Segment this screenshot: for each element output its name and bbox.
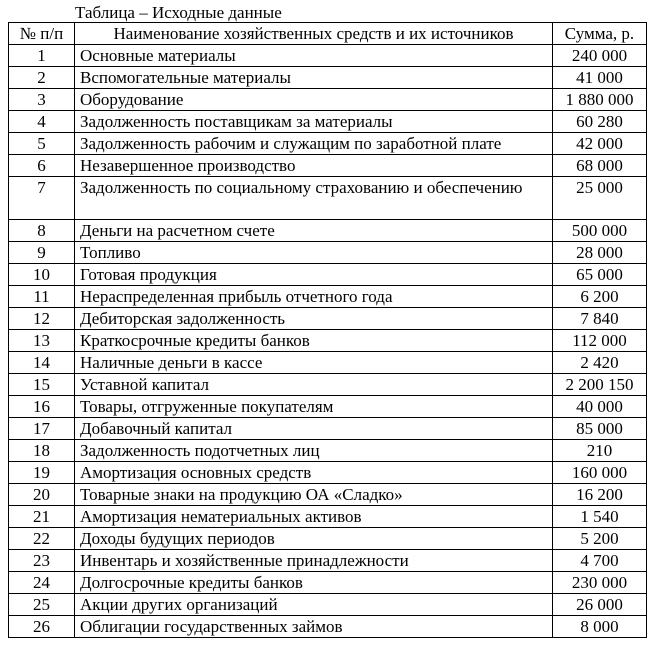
row-number: 24	[9, 572, 75, 594]
table-row	[9, 111, 647, 133]
row-sum: 2 200 150	[553, 374, 647, 396]
row-name: Краткосрочные кредиты банков	[75, 330, 553, 352]
table-body	[9, 45, 647, 638]
row-name: Вспомогательные материалы	[75, 67, 553, 89]
row-number: 10	[9, 264, 75, 286]
row-number: 25	[9, 594, 75, 616]
table-row	[9, 220, 647, 242]
table-row	[9, 308, 647, 330]
row-number: 3	[9, 89, 75, 111]
row-number: 13	[9, 330, 75, 352]
row-number: 26	[9, 616, 75, 638]
row-name: Товары, отгруженные покупателям	[75, 396, 553, 418]
row-sum: 6 200	[553, 286, 647, 308]
row-number: 19	[9, 462, 75, 484]
table-row	[9, 528, 647, 550]
row-sum: 16 200	[553, 484, 647, 506]
row-name: Задолженность рабочим и служащим по заработной плате	[75, 133, 553, 155]
row-number: 14	[9, 352, 75, 374]
row-sum: 68 000	[553, 155, 647, 177]
table-row	[9, 45, 647, 67]
row-name: Задолженность по социальному страхованию и обеспечению	[75, 177, 553, 220]
table-caption: Таблица – Исходные данные	[75, 3, 282, 22]
row-sum: 65 000	[553, 264, 647, 286]
table-row	[9, 374, 647, 396]
row-number: 5	[9, 133, 75, 155]
row-sum: 240 000	[553, 45, 647, 67]
table-row	[9, 616, 647, 638]
table-row	[9, 594, 647, 616]
row-name: Задолженность подотчетных лиц	[75, 440, 553, 462]
row-sum: 42 000	[553, 133, 647, 155]
row-sum: 2 420	[553, 352, 647, 374]
row-name: Уставной капитал	[75, 374, 553, 396]
row-sum: 85 000	[553, 418, 647, 440]
row-number: 7	[9, 177, 75, 220]
row-name: Амортизация основных средств	[75, 462, 553, 484]
row-sum: 4 700	[553, 550, 647, 572]
row-number: 2	[9, 67, 75, 89]
table-row	[9, 330, 647, 352]
row-sum: 1 540	[553, 506, 647, 528]
row-name: Инвентарь и хозяйственные принадлежности	[75, 550, 553, 572]
table-header-row	[9, 23, 647, 45]
table-row	[9, 550, 647, 572]
row-number: 4	[9, 111, 75, 133]
row-number: 21	[9, 506, 75, 528]
table-row	[9, 133, 647, 155]
table-row	[9, 67, 647, 89]
table-row	[9, 440, 647, 462]
row-number: 20	[9, 484, 75, 506]
table-row	[9, 89, 647, 111]
table-row	[9, 352, 647, 374]
row-sum: 500 000	[553, 220, 647, 242]
row-name: Амортизация нематериальных активов	[75, 506, 553, 528]
row-number: 17	[9, 418, 75, 440]
row-name: Задолженность поставщикам за материалы	[75, 111, 553, 133]
row-name: Наличные деньги в кассе	[75, 352, 553, 374]
row-number: 23	[9, 550, 75, 572]
row-name: Дебиторская задолженность	[75, 308, 553, 330]
source-data-table	[8, 22, 647, 638]
row-name: Добавочный капитал	[75, 418, 553, 440]
row-number: 15	[9, 374, 75, 396]
table-row	[9, 155, 647, 177]
row-name: Акции других организаций	[75, 594, 553, 616]
header-number: № п/п	[9, 23, 75, 45]
table-row	[9, 177, 647, 220]
table-row	[9, 286, 647, 308]
table-row	[9, 506, 647, 528]
row-number: 1	[9, 45, 75, 67]
row-sum: 8 000	[553, 616, 647, 638]
row-sum: 28 000	[553, 242, 647, 264]
row-name: Товарные знаки на продукцию ОА «Сладко»	[75, 484, 553, 506]
row-name: Топливо	[75, 242, 553, 264]
header-name: Наименование хозяйственных средств и их источников	[75, 23, 553, 45]
table-row	[9, 484, 647, 506]
table-row	[9, 418, 647, 440]
row-sum: 60 280	[553, 111, 647, 133]
row-number: 6	[9, 155, 75, 177]
row-sum: 26 000	[553, 594, 647, 616]
row-number: 18	[9, 440, 75, 462]
row-sum: 210	[553, 440, 647, 462]
row-number: 8	[9, 220, 75, 242]
row-number: 16	[9, 396, 75, 418]
row-sum: 5 200	[553, 528, 647, 550]
row-sum: 25 000	[553, 177, 647, 220]
row-name: Деньги на расчетном счете	[75, 220, 553, 242]
row-sum: 41 000	[553, 67, 647, 89]
table-row	[9, 264, 647, 286]
row-number: 22	[9, 528, 75, 550]
table-row	[9, 572, 647, 594]
row-name: Готовая продукция	[75, 264, 553, 286]
row-name: Облигации государственных займов	[75, 616, 553, 638]
row-number: 12	[9, 308, 75, 330]
table-row	[9, 242, 647, 264]
row-name: Нераспределенная прибыль отчетного года	[75, 286, 553, 308]
row-name: Незавершенное производство	[75, 155, 553, 177]
table-row	[9, 462, 647, 484]
row-name: Оборудование	[75, 89, 553, 111]
row-number: 9	[9, 242, 75, 264]
row-name: Долгосрочные кредиты банков	[75, 572, 553, 594]
row-sum: 7 840	[553, 308, 647, 330]
row-sum: 40 000	[553, 396, 647, 418]
row-number: 11	[9, 286, 75, 308]
row-sum: 160 000	[553, 462, 647, 484]
row-sum: 230 000	[553, 572, 647, 594]
row-sum: 1 880 000	[553, 89, 647, 111]
row-name: Доходы будущих периодов	[75, 528, 553, 550]
table-row	[9, 396, 647, 418]
row-name: Основные материалы	[75, 45, 553, 67]
header-sum: Сумма, р.	[553, 23, 647, 45]
row-sum: 112 000	[553, 330, 647, 352]
